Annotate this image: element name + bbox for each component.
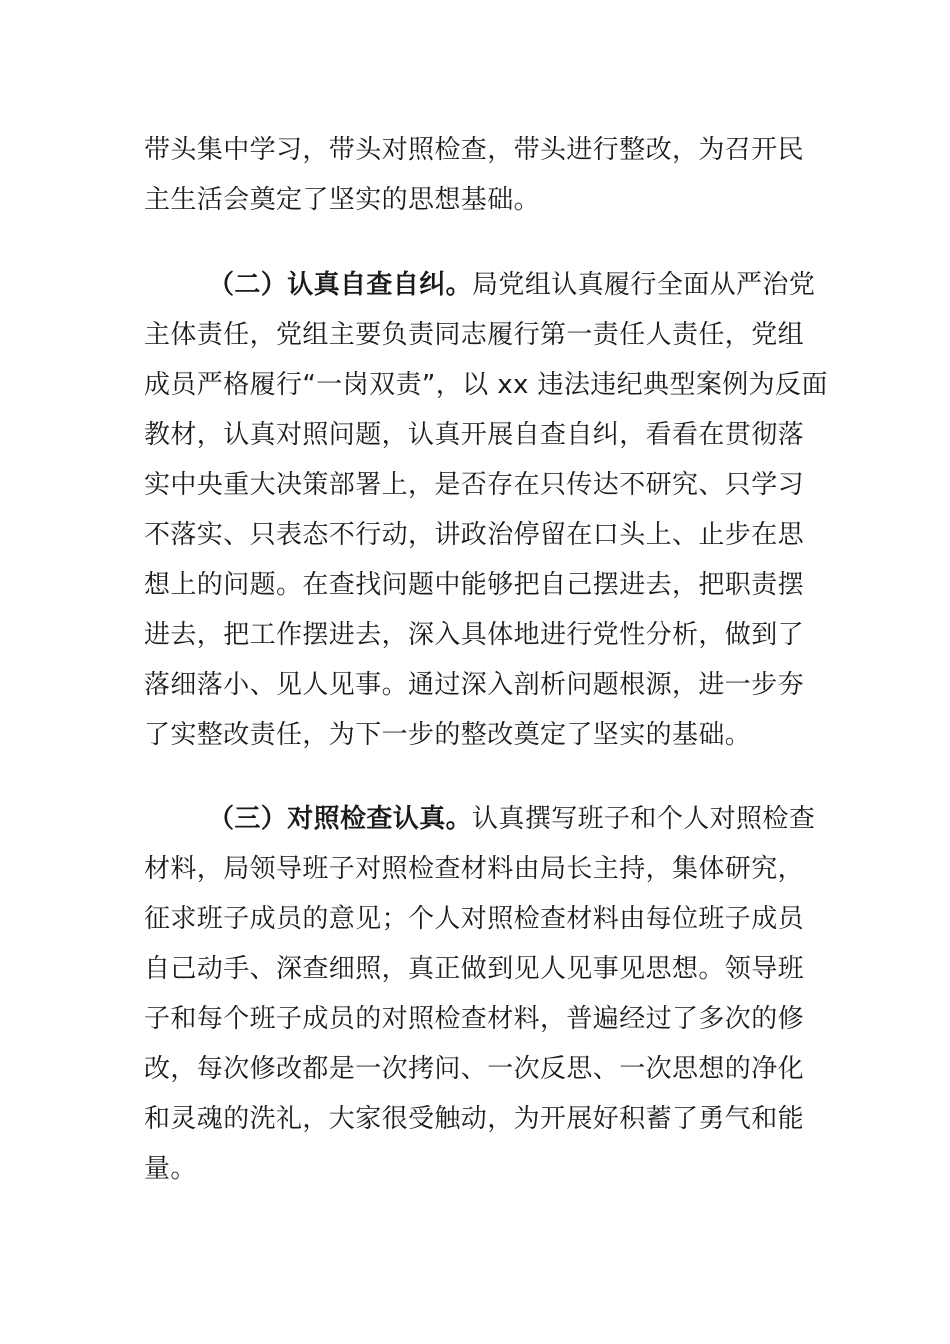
paragraph-2-first-line-text: 局党组认真履行全面从严治党 — [472, 270, 816, 300]
paragraph-3-line: 征求班子成员的意见；个人对照检查材料由每位班子成员 — [144, 904, 805, 934]
paragraph-1-line-2: 主生活会奠定了坚实的思想基础。 — [144, 185, 541, 215]
paragraph-3-first-line — [208, 802, 815, 836]
paragraph-3-line: 量。 — [144, 1154, 197, 1184]
section-heading-3: （三）对照检查认真。 — [208, 804, 473, 834]
paragraph-3-line: 材料，局领导班子对照检查材料由局长主持，集体研究， — [144, 854, 805, 884]
paragraph-2-line: 落细落小、见人见事。通过深入剖析问题根源，进一步夯 — [144, 670, 805, 700]
paragraph-3-line: 自己动手、深查细照，真正做到见人见事见思想。领导班 — [144, 954, 805, 984]
paragraph-2-line: 主体责任，党组主要负责同志履行第一责任人责任，党组 — [144, 320, 805, 350]
paragraph-3-line: 和灵魂的洗礼，大家很受触动，为开展好积蓄了勇气和能 — [144, 1104, 805, 1134]
paragraph-1-line-1: 带头集中学习，带头对照检查，带头进行整改，为召开民 — [144, 135, 805, 165]
paragraph-3-line: 子和每个班子成员的对照检查材料，普遍经过了多次的修 — [144, 1004, 805, 1034]
paragraph-3-first-line-text: 认真撰写班子和个人对照检查 — [472, 804, 816, 834]
paragraph-2-first-line — [208, 268, 815, 302]
paragraph-2-line: 不落实、只表态不行动，讲政治停留在口头上、止步在思 — [144, 520, 805, 550]
paragraph-2-line: 成员严格履行“一岗双责”，以 xx 违法违纪典型案例为反面 — [144, 370, 828, 400]
paragraph-3-line: 改，每次修改都是一次拷问、一次反思、一次思想的净化 — [144, 1054, 805, 1084]
paragraph-2-line: 实中央重大决策部署上，是否存在只传达不研究、只学习 — [144, 470, 805, 500]
paragraph-2-line: 了实整改责任，为下一步的整改奠定了坚实的基础。 — [144, 720, 752, 750]
paragraph-2-line: 教材，认真对照问题，认真开展自查自纠，看看在贯彻落 — [144, 420, 805, 450]
paragraph-2-line: 进去，把工作摆进去，深入具体地进行党性分析，做到了 — [144, 620, 805, 650]
section-heading-2: （二）认真自查自纠。 — [208, 270, 473, 300]
paragraph-2-line: 想上的问题。在查找问题中能够把自己摆进去，把职责摆 — [144, 570, 805, 600]
